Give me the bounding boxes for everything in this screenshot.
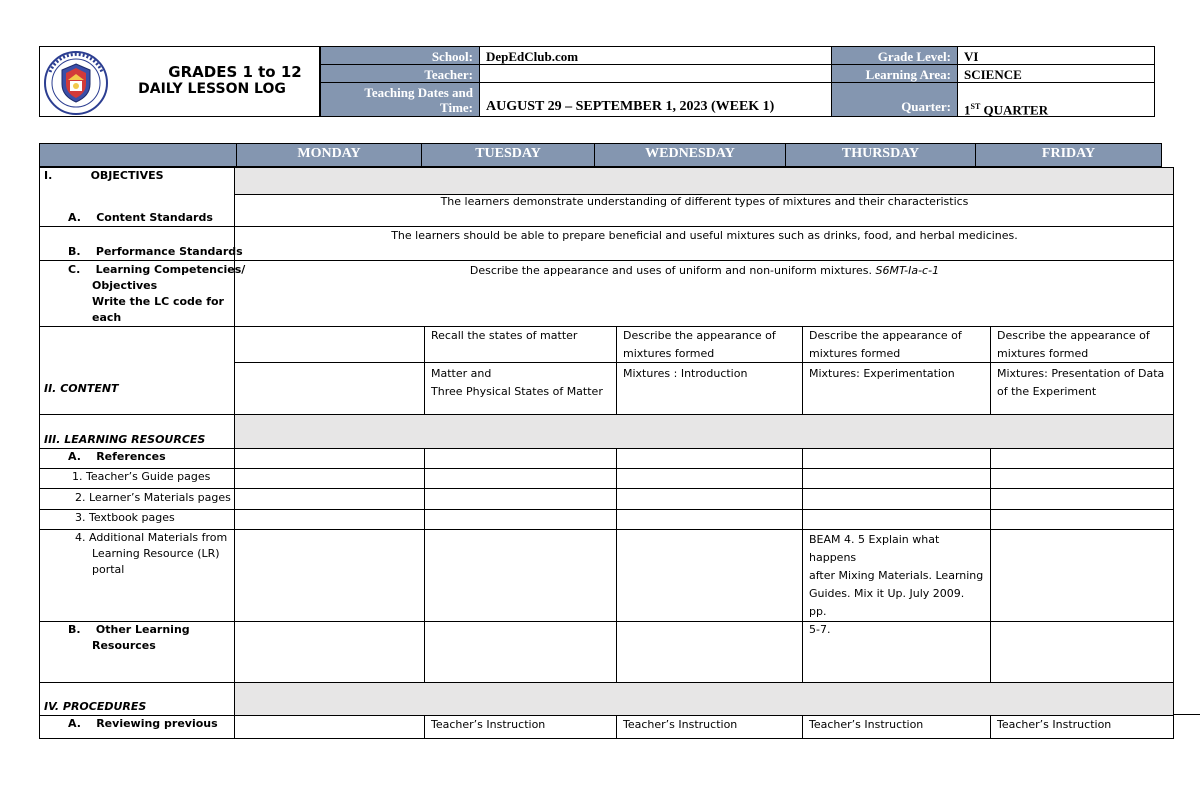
instruction-thursday: Teacher’s Instruction (809, 718, 924, 731)
grade-level-value: VI (957, 46, 1155, 65)
content-fri-line2: of the Experiment (997, 385, 1097, 398)
resources-row-bg (235, 414, 1174, 448)
day-header-blank (39, 143, 237, 167)
quarter-label: Quarter: (831, 82, 958, 117)
learning-area-label: Learning Area: (831, 64, 958, 83)
objectives-label: I. OBJECTIVES (44, 169, 164, 182)
objective-wednesday (617, 325, 802, 365)
school-value: DepEdClub.com (479, 46, 832, 65)
am-thu-line4: 5-7. (809, 623, 831, 636)
teachers-guide-label: 1. Teacher’s Guide pages (72, 470, 211, 483)
content-tuesday (425, 363, 615, 403)
procedures-row-bg (235, 682, 1174, 715)
day-header-friday: FRIDAY (975, 143, 1162, 167)
obj-fri-line1: Describe the appearance of (997, 329, 1150, 342)
instruction-friday: Teacher’s Instruction (997, 718, 1112, 731)
learning-resources-label: III. LEARNING RESOURCES (44, 433, 206, 446)
title-line-2: DAILY LESSON LOG (138, 81, 286, 97)
content-label: II. CONTENT (44, 382, 119, 395)
title-line-1: GRADES 1 to 12 (168, 63, 302, 81)
teacher-value (479, 64, 832, 83)
teaching-dates-value: AUGUST 29 – SEPTEMBER 1, 2023 (WEEK 1) (479, 82, 832, 117)
day-header-wednesday: WEDNESDAY (594, 143, 786, 167)
teacher-label: Teacher: (320, 64, 480, 83)
other-resources-label (68, 622, 190, 654)
obj-wed-line2: mixtures formed (623, 347, 715, 360)
textbook-pages-label: 3. Textbook pages (75, 511, 175, 524)
am-label-line2: Learning Resource (LR) (92, 547, 220, 560)
am-label-line1: 4. Additional Materials from (75, 531, 228, 544)
teaching-dates-label (320, 82, 480, 117)
day-header-thursday: THURSDAY (785, 143, 976, 167)
deped-seal-icon (40, 50, 112, 116)
teaching-dates-label-line1: Teaching Dates and (364, 85, 473, 100)
performance-standards-label: B. Performance Standards (68, 245, 243, 258)
lc-text: Describe the appearance and uses of uniform and non-uniform mixtures. (469, 264, 873, 277)
additional-materials-label (75, 530, 227, 578)
additional-materials-thursday (803, 529, 990, 641)
objectives-row-bg (235, 167, 1174, 194)
content-tue-line1: Matter and (431, 367, 492, 380)
procedures-label: IV. PROCEDURES (44, 700, 147, 713)
obj-fri-line2: mixtures formed (997, 347, 1089, 360)
learning-competencies-value (235, 263, 1174, 279)
day-header-tuesday: TUESDAY (421, 143, 595, 167)
quarter-number: 1 (964, 102, 971, 118)
other-label-line2: Resources (92, 639, 156, 652)
content-friday (991, 363, 1173, 403)
content-standards-value: The learners demonstrate understanding of different types of mixtures and their characteristics (440, 195, 969, 208)
obj-thu-line1: Describe the appearance of (809, 329, 962, 342)
content-standards-label: A. Content Standards (68, 211, 213, 224)
quarter-value (957, 82, 1155, 117)
instruction-tuesday: Teacher’s Instruction (431, 718, 546, 731)
instruction-wednesday: Teacher’s Instruction (623, 718, 738, 731)
content-tue-line2: Three Physical States of Matter (431, 385, 603, 398)
objective-tuesday: Recall the states of matter (431, 329, 578, 342)
content-fri-line1: Mixtures: Presentation of Data (997, 367, 1165, 380)
school-label: School: (320, 46, 480, 65)
objective-friday (991, 325, 1173, 365)
learning-competencies-label (68, 262, 245, 326)
content-thursday: Mixtures: Experimentation (809, 367, 955, 380)
am-thu-line1: BEAM 4. 5 Explain what happens (809, 533, 940, 564)
objective-thursday (803, 325, 990, 365)
am-label-line3: portal (92, 563, 125, 576)
grade-level-label: Grade Level: (831, 46, 958, 65)
obj-thu-line2: mixtures formed (809, 347, 901, 360)
reviewing-previous-label: A. Reviewing previous (68, 717, 218, 730)
references-label: A. References (68, 450, 166, 463)
am-thu-line2: after Mixing Materials. Learning (809, 569, 984, 582)
lc-code: S6MT-Ia-c-1 (875, 264, 940, 277)
lc-label-line2: Objectives (92, 279, 158, 292)
learning-area-value: SCIENCE (957, 64, 1155, 83)
quarter-word: QUARTER (980, 102, 1049, 118)
am-thu-line3: Guides. Mix it Up. July 2009. pp. (809, 587, 965, 618)
other-label-line1: B. Other Learning (68, 623, 190, 636)
lc-label-line4: each (92, 311, 122, 324)
lc-label-line3: Write the LC code for (92, 295, 224, 308)
learners-materials-label: 2. Learner’s Materials pages (75, 491, 231, 504)
obj-wed-line1: Describe the appearance of (623, 329, 776, 342)
performance-standards-value: The learners should be able to prepare beneficial and useful mixtures such as drinks, food, and herbal medicines. (391, 229, 1018, 242)
day-header-monday: MONDAY (236, 143, 422, 167)
quarter-suffix: ST (970, 102, 981, 111)
lc-label-line1: C. Learning Competencies/ (68, 263, 246, 276)
teaching-dates-label-line2: Time: (440, 100, 473, 115)
content-wednesday: Mixtures : Introduction (623, 367, 748, 380)
